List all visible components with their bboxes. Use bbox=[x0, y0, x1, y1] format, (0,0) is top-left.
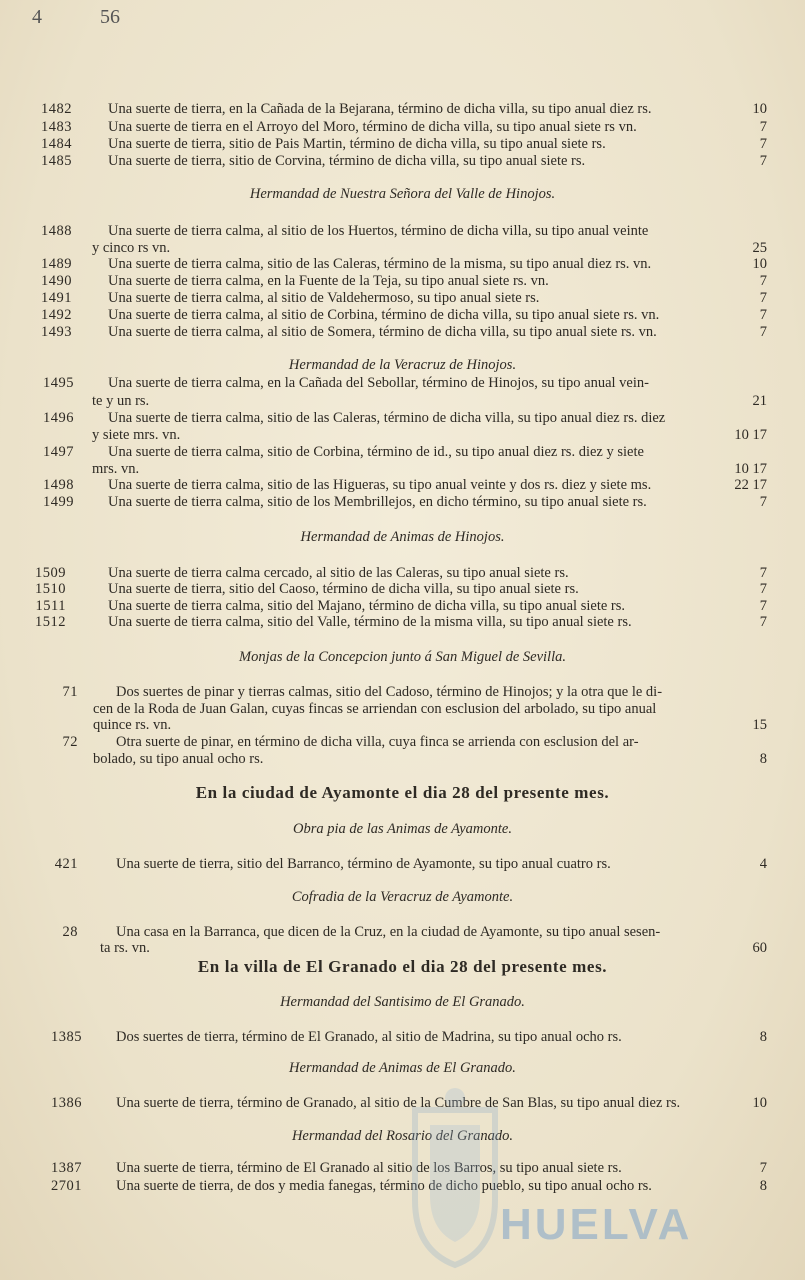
entry-amount: 15 bbox=[752, 717, 767, 733]
entry-number: 1498 bbox=[43, 477, 74, 493]
entry-number: 2701 bbox=[51, 1178, 82, 1194]
section-heading: Hermandad del Rosario del Granado. bbox=[291, 1128, 514, 1144]
entry-text: y siete mrs. vn. bbox=[92, 427, 181, 443]
entry-text: Una suerte de tierra calma, sitio de las Higueras, su tipo anual veinte y dos rs. diez y siete ms. bbox=[108, 477, 652, 493]
entry-number: 1489 bbox=[41, 256, 72, 272]
entry-number: 28 bbox=[62, 924, 78, 940]
entry-number: 71 bbox=[62, 684, 78, 700]
entry-text: Una suerte de tierra calma, al sitio de Somera, término de dicha villa, su tipo anual siete rs. vn. bbox=[108, 324, 657, 340]
entry-amount: 7 bbox=[759, 307, 767, 323]
entry-text: Una suerte de tierra calma, sitio de Corbina, término de id., su tipo anual diez rs. diez y siete bbox=[108, 444, 644, 460]
entry-number: 72 bbox=[62, 734, 78, 750]
entry-text: Una suerte de tierra calma, al sitio de los Huertos, término de dicha villa, su tipo anual veinte bbox=[108, 223, 649, 239]
entry-text: bolado, su tipo anual ocho rs. bbox=[93, 751, 264, 767]
entry-number: 1497 bbox=[43, 444, 74, 460]
entry-text: Una suerte de tierra calma, al sitio de Valdehermoso, su tipo anual siete rs. bbox=[108, 290, 540, 306]
entry-amount: 22 17 bbox=[734, 477, 767, 493]
entry-text: ta rs. vn. bbox=[100, 940, 150, 956]
entry-text: cen de la Roda de Juan Galan, cuyas fincas se arriendan con esclusion del arbolado, su tipo anual bbox=[93, 701, 657, 717]
entry-amount: 8 bbox=[759, 1178, 767, 1194]
entry-number: 1386 bbox=[51, 1095, 82, 1111]
entry-text: Una casa en la Barranca, que dicen de la Cruz, en la ciudad de Ayamonte, su tipo anual sesen- bbox=[116, 924, 661, 940]
entry-text: y cinco rs vn. bbox=[92, 240, 171, 256]
entry-number: 1488 bbox=[41, 223, 72, 239]
entry-amount: 7 bbox=[759, 273, 767, 289]
entry-text: Una suerte de tierra calma, sitio de los Membrillejos, en dicho término, su tipo anual siete rs. bbox=[108, 494, 647, 510]
coat-of-arms-watermark-icon bbox=[400, 1080, 510, 1270]
entry-text: quince rs. vn. bbox=[93, 717, 172, 733]
entry-amount: 7 bbox=[759, 614, 767, 630]
entry-amount: 7 bbox=[759, 598, 767, 614]
entry-text: Dos suertes de tierra, término de El Granado, al sitio de Madrina, su tipo anual ocho rs. bbox=[116, 1029, 622, 1045]
entry-number: 1512 bbox=[35, 614, 66, 630]
entry-text: Una suerte de tierra, sitio del Caoso, término de dicha villa, su tipo anual siete rs. bbox=[108, 581, 579, 597]
entry-number: 1485 bbox=[41, 153, 72, 169]
entry-amount: 60 bbox=[752, 940, 767, 956]
entry-text: Otra suerte de pinar, en término de dicha villa, cuya finca se arrienda con esclusion del ar- bbox=[116, 734, 639, 750]
entry-text: te y un rs. bbox=[92, 393, 150, 409]
entry-number: 1491 bbox=[41, 290, 72, 306]
entry-number: 1387 bbox=[51, 1160, 82, 1176]
entry-text: Una suerte de tierra, en la Cañada de la Bejarana, término de dicha villa, su tipo anual diez rs. bbox=[108, 101, 652, 117]
entry-amount: 8 bbox=[759, 751, 767, 767]
entry-text: Una suerte de tierra calma, en la Fuente de la Teja, su tipo anual siete rs. vn. bbox=[108, 273, 549, 289]
entry-amount: 7 bbox=[759, 1160, 767, 1176]
entry-text: Una suerte de tierra, de dos y media fanegas, término de dicho pueblo, su tipo anual ocho rs. bbox=[116, 1178, 652, 1194]
watermark-text: HUELVA bbox=[500, 1200, 693, 1249]
entry-text: mrs. vn. bbox=[92, 461, 140, 477]
entry-amount: 8 bbox=[759, 1029, 767, 1045]
entry-amount: 21 bbox=[752, 393, 767, 409]
entry-number: 1511 bbox=[35, 598, 66, 614]
entry-text: Una suerte de tierra calma, sitio de las Caleras, término de dicha villa, su tipo anual diez rs. diez bbox=[108, 410, 666, 426]
city-heading: En la ciudad de Ayamonte el dia 28 del presente mes. bbox=[195, 783, 610, 802]
entry-amount: 7 bbox=[759, 324, 767, 340]
section-heading: Obra pia de las Animas de Ayamonte. bbox=[293, 821, 512, 837]
section-heading: Hermandad de la Veracruz de Hinojos. bbox=[288, 357, 517, 373]
entry-amount: 10 bbox=[752, 101, 767, 117]
entry-text: Una suerte de tierra en el Arroyo del Moro, término de dicha villa, su tipo anual siete rs vn. bbox=[108, 119, 637, 135]
page-mark-left: 4 bbox=[32, 6, 42, 28]
entry-number: 421 bbox=[54, 856, 78, 872]
entry-number: 1509 bbox=[35, 565, 66, 581]
entry-number: 1483 bbox=[41, 119, 72, 135]
entry-number: 1492 bbox=[41, 307, 72, 323]
entry-number: 1496 bbox=[43, 410, 74, 426]
entry-text: Una suerte de tierra calma cercado, al sitio de las Caleras, su tipo anual siete rs. bbox=[108, 565, 569, 581]
entry-text: Dos suertes de pinar y tierras calmas, sitio del Cadoso, término de Hinojos; y la otra que le di- bbox=[116, 684, 663, 700]
entry-number: 1493 bbox=[41, 324, 72, 340]
entry-amount: 7 bbox=[759, 136, 767, 152]
entry-amount: 10 bbox=[752, 1095, 767, 1111]
entry-text: Una suerte de tierra calma, al sitio de Corbina, término de dicha villa, su tipo anual siete rs. vn. bbox=[108, 307, 660, 323]
entry-number: 1482 bbox=[41, 101, 72, 117]
section-heading: Hermandad del Santisimo de El Granado. bbox=[280, 994, 525, 1010]
entry-number: 1484 bbox=[41, 136, 72, 152]
section-heading: Hermandad de Animas de El Granado. bbox=[289, 1060, 516, 1076]
entry-text: Una suerte de tierra, término de Granado, al sitio de la Cumbre de San Blas, su tipo anual diez rs. bbox=[116, 1095, 681, 1111]
entry-amount: 7 bbox=[759, 565, 767, 581]
section-heading: Hermandad de Animas de Hinojos. bbox=[300, 529, 505, 545]
entry-text: Una suerte de tierra calma, sitio del Valle, término de la misma villa, su tipo anual siete rs. bbox=[108, 614, 632, 630]
section-heading: Monjas de la Concepcion junto á San Miguel de Sevilla. bbox=[239, 649, 566, 665]
page-mark-right: 56 bbox=[100, 6, 120, 28]
entry-amount: 25 bbox=[752, 240, 767, 256]
entry-text: Una suerte de tierra, término de El Granado al sitio de los Barros, su tipo anual siete rs. bbox=[116, 1160, 622, 1176]
entry-amount: 4 bbox=[759, 856, 767, 872]
entry-text: Una suerte de tierra, sitio del Barranco, término de Ayamonte, su tipo anual cuatro rs. bbox=[116, 856, 611, 872]
entry-number: 1385 bbox=[51, 1029, 82, 1045]
entry-number: 1499 bbox=[43, 494, 74, 510]
entry-text: Una suerte de tierra, sitio de Pais Martin, término de dicha villa, su tipo anual siete rs. bbox=[108, 136, 606, 152]
entry-amount: 7 bbox=[759, 494, 767, 510]
entry-amount: 7 bbox=[759, 119, 767, 135]
entry-amount: 10 17 bbox=[734, 461, 767, 477]
section-heading: Hermandad de Nuestra Señora del Valle de Hinojos. bbox=[249, 186, 556, 202]
entry-amount: 7 bbox=[759, 581, 767, 597]
entry-number: 1510 bbox=[35, 581, 66, 597]
entry-text: Una suerte de tierra calma, sitio del Majano, término de dicha villa, su tipo anual siete rs. bbox=[108, 598, 626, 614]
entry-number: 1495 bbox=[43, 375, 74, 391]
entry-text: Una suerte de tierra calma, en la Cañada del Sebollar, término de Hinojos, su tipo anual vein- bbox=[108, 375, 649, 391]
entry-amount: 10 bbox=[752, 256, 767, 272]
entry-text: Una suerte de tierra calma, sitio de las Caleras, término de la misma, su tipo anual diez rs. vn. bbox=[108, 256, 652, 272]
entry-number: 1490 bbox=[41, 273, 72, 289]
entry-amount: 7 bbox=[759, 290, 767, 306]
entry-text: Una suerte de tierra, sitio de Corvina, término de dicha villa, su tipo anual siete rs. bbox=[108, 153, 586, 169]
city-heading: En la villa de El Granado el dia 28 del presente mes. bbox=[197, 957, 608, 976]
entry-amount: 10 17 bbox=[734, 427, 767, 443]
section-heading: Cofradia de la Veracruz de Ayamonte. bbox=[291, 889, 514, 905]
entry-amount: 7 bbox=[759, 153, 767, 169]
